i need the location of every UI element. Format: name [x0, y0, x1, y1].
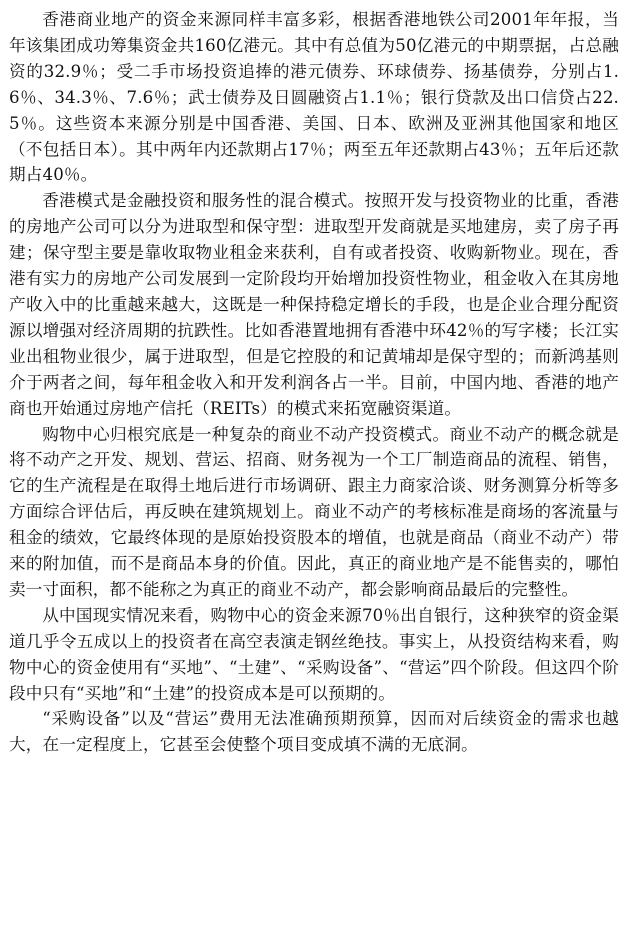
paragraph-hk-business-model: 香港模式是金融投资和服务性的混合模式。按照开发与投资物业的比重，香港的房地产公司可以分为进取型和保守型：进取型开发商就是买地建房，卖了房子再建；保守型主要是靠收取物业租金来获利，自有或者投资、收购新物业。现在，香港有实力的房地产公司发展到一定阶段均开始增加投资性物业，租金收入在其房地产收入中的比重越来越大，这既是一种保持稳定增长的手段，也是企业合理分配资源以增强对经济周期的抗跌性。比如香港置地拥有香港中环42％的写字楼；长江实业出租物业很少，属于进取型，但是它控股的和记黄埔却是保守型的；而新鸿基则介于两者之间，每年租金收入和开发利润各占一半。目前，中国内地、香港的地产商也开始通过房地产信托（REITs）的模式来拓宽融资渠道。: [9, 191, 619, 418]
paragraph-china-funding-reality: 从中国现实情况来看，购物中心的资金来源70％出自银行，这种狭窄的资金渠道几乎令五成以上的投资者在高空表演走钢丝绝技。事实上，从投资结构来看，购物中心的资金使用有“买地”、“土建”、“采购设备”、“营运”四个阶段。但这四个阶段中只有“买地”和“土建”的投资成本是可以预期的。: [9, 605, 619, 703]
paragraph-procurement-operations: “采购设备”以及“营运”费用无法准确预期预算，因而对后续资金的需求也越大，在一定程度上，它甚至会使整个项目变成填不满的无底洞。: [9, 709, 619, 755]
paragraph-shopping-mall-investment: 购物中心归根究底是一种复杂的商业不动产投资模式。商业不动产的概念就是将不动产之开发、规划、营运、招商、财务视为一个工厂制造商品的流程、销售，它的生产流程是在取得土地后进行市场调研、跟主力商家洽谈、财务测算分析等多方面综合评估后，再反映在建筑规划上。商业不动产的考核标准是商场的客流量与租金的绩效，它最终体现的是原始投资股本的增值，也就是商品（商业不动产）带来的附加值，而不是商品本身的价值。因此，真正的商业地产是不能售卖的，哪怕卖一寸面积，都不能称之为真正的商业不动产，都会影响商品最后的完整性。: [9, 424, 619, 599]
paragraph-hk-funding-sources: 香港商业地产的资金来源同样丰富多彩，根据香港地铁公司2001年年报，当年该集团成功筹集资金共160亿港元。其中有总值为50亿港元的中期票据，占总融资的32.9％；受二手市场投资追捧的港元债券、环球债券、扬基债券，分别占1.6％、34.3％、7.6％；武士债券及日圆融资占1.1％；银行贷款及出口信贷占22.5％。这些资本来源分别是中国香港、美国、日本、欧洲及亚洲其他国家和地区（不包括日本）。其中两年内还款期占17％；两至五年还款期占43％；五年后还款期占40％。: [9, 10, 619, 185]
